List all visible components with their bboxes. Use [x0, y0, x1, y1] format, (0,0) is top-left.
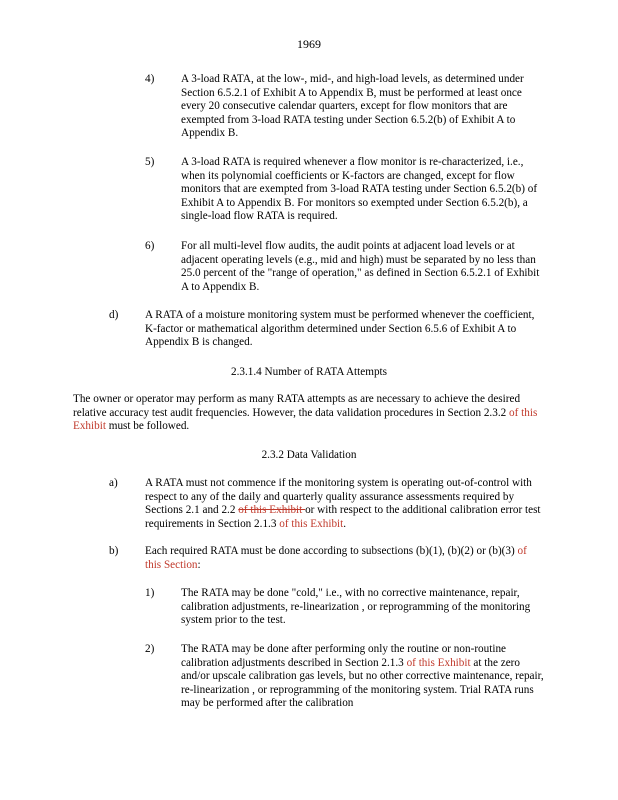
inserted-text: of this Section — [145, 545, 527, 571]
item-label: 4) — [145, 73, 155, 85]
inserted-text: of this Exhibit — [279, 517, 344, 530]
item-text: The RATA may be done after performing only the routine or non-routine calibration adjustments described in Section 2.1.3 of this Exhibit at the zero and/or upscale calibration gas levels, but no other corrective maintenance, repair, re-linearization , or reprogramming of the monitoring system. Trial RATA runs may be performed after the calibration — [181, 643, 544, 710]
item-text: A 3-load RATA, at the low-, mid-, and high-load levels, as determined under Section 6.5.2.1 of Exhibit A to Appendix B, must be performed at least once every 20 consecutive calendar quarters, except for flow monitors that are exempted from 3-load RATA testing under Section 6.5.2(b) of Exhibit A to Appendix B. — [181, 73, 524, 140]
page-number: 1969 — [297, 37, 321, 51]
paragraph-2314: The owner or operator may perform as many RATA attempts as are necessary to achieve the desired relative accuracy test audit frequencies. However, the data validation procedures in Section 2.3.2 of this Exhibit must be followed. — [73, 393, 538, 433]
item-text: The RATA may be done "cold," i.e., with no corrective maintenance, repair, calibration adjustments, re-linearization , or reprogramming of the monitoring system prior to the test. — [181, 587, 531, 627]
section-heading-2314: 2.3.1.4 Number of RATA Attempts — [230, 366, 388, 378]
item-label: b) — [109, 545, 119, 557]
item-label: 2) — [145, 643, 155, 655]
item-text: For all multi-level flow audits, the audit points at adjacent load levels or at adjacent operating levels (e.g., mid and high) must be separated by no less than 25.0 percent of the "range of operation," as defined in Section 6.5.2.1 of Exhibit A to Appendix B. — [181, 240, 540, 293]
item-label: d) — [109, 309, 119, 321]
inserted-text: of this Exhibit — [406, 656, 471, 669]
item-text: A RATA must not commence if the monitoring system is operating out-of-control with respect to any of the daily and quarterly quality assurance assessments required by Sections 2.1 and 2.2 of this Exhibit or with respect to the additional calibration error test requirements in Section 2.1.3 of this Exhibit. — [145, 477, 541, 530]
deleted-text: of this Exhibit — [238, 504, 306, 517]
item-text: A 3-load RATA is required whenever a flow monitor is re-characterized, i.e., when its polynomial coefficients or K-factors are changed, except for flow monitors that are exempted from 3-load RATA testing under Section 6.5.2(b) of Exhibit A to Appendix B. For monitors so exempted under Section 6.5.2(b), a single-load flow RATA is required. — [181, 156, 538, 223]
item-label: 1) — [145, 587, 155, 599]
item-text: A RATA of a moisture monitoring system must be performed whenever the coefficient, K-factor or mathematical algorithm determined under Section 6.5.6 of Exhibit A to Appendix B is changed. — [145, 309, 535, 349]
item-label: 5) — [145, 156, 155, 168]
inserted-text: of this Exhibit — [73, 406, 538, 433]
item-label: a) — [109, 477, 118, 489]
item-label: 6) — [145, 240, 155, 252]
section-heading-232: 2.3.2 Data Validation — [261, 449, 357, 461]
item-text: Each required RATA must be done according to subsections (b)(1), (b)(2) or (b)(3) of this Section: — [145, 545, 527, 571]
